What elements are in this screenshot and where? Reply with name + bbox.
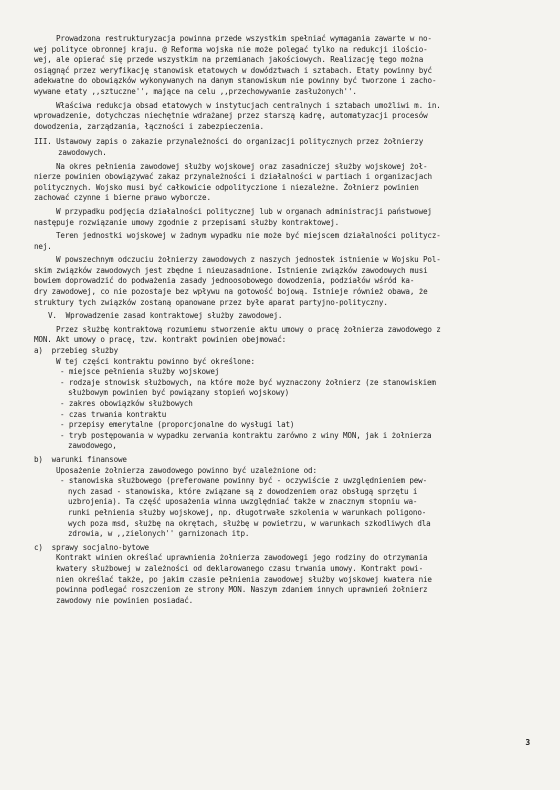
text-line: Przez służbę kontraktową rozumiemu stworzenie aktu umowy o pracę żołnierza zawodowego z <box>56 324 441 334</box>
text-line: - przepisy emerytalne (proporcjonalne do wysługi lat) <box>60 420 295 430</box>
text-line: Uposażenie żołnierza zawodowego powinno być uzależnione od: <box>56 465 317 475</box>
text-line: W tej części kontraktu powinno być określone: <box>56 356 255 366</box>
text-line: c) sprawy socjalno-bytowe <box>34 542 149 552</box>
text-line: runki pełnienia służby wojskowej, np. długotrwałe szkolenia w warunkach poligono- <box>68 507 427 517</box>
text-line: Na okres pełnienia zawodowej służby wojskowej oraz zasadniczej służby wojskowej żoł- <box>56 161 428 171</box>
text-line: Kontrakt winien określać uprawnienia żołnierza zawodowegi jego rodziny do otrzymania <box>56 553 428 563</box>
text-line: dowodzenia, zarządzania, łączności i zabezpieczenia. <box>34 121 264 131</box>
text-line: - miejsce pełnienia służby wojskowej <box>60 367 220 377</box>
text-line: uzbrojenia). Ta część uposażenia winna uwzględniać także w znacznym stopniu wa- <box>68 497 418 507</box>
document-body <box>34 34 530 606</box>
text-line: wej polityce obronnej kraju. @ Reforma wojska nie może polegać tylko na redukcji ilościo- <box>34 44 428 54</box>
text-line: następuje rozwiązanie umowy zgodnie z przepisami służby kontraktowej. <box>34 217 340 227</box>
text-line: W powszechnym odczuciu żołnierzy zawodowych z naszych jednostek istnienie w Wojsku Pol- <box>56 255 441 265</box>
text-line: - rodzaje stnowisk służbowych, na które może być wyznaczony żołnierz (ze stanowiskiem <box>60 377 436 387</box>
text-line: wywane etaty ,,sztuczne'', mające na celu ,,przechowywanie zasłużonych''. <box>34 86 357 96</box>
text-line: skim związków zawodowych jest zbędne i nieuzasadnione. Istnienie związków zawodowych musi <box>34 265 428 275</box>
text-line: wych poza msd, służbę na okrętach, służbę w powietrzu, w warunkach szkodliwych dla <box>68 518 431 528</box>
text-line: zawodowy nie powinien posiadać. <box>56 595 194 605</box>
text-line: wej, ale opierać się przede wszystkim na przemianach jakościowych. Realizację tego można <box>34 55 424 65</box>
text-line: Teren jednostki wojskowej w żadnym wypadku nie może być miejscem działalności politycz- <box>56 231 441 241</box>
text-line: - zakres obowiązków służbowych <box>60 399 193 408</box>
text-line: nych zasad - stanowiska, które związane są z dowodzeniem oraz obsługą sprzętu i <box>68 486 418 496</box>
text-line: powinna podlegać roszczeniom ze strony MON. Naszym zdaniem innych uprawnień żołnierz <box>56 585 428 595</box>
text-line: służbowym powinien być powiązany stopień wojskowy) <box>68 388 290 398</box>
text-line: V. Wprowadzenie zasad kontraktowej służby zawodowej. <box>48 311 283 321</box>
text-line: zachować czynne i bierne prawo wyborcze. <box>34 193 211 203</box>
text-line: III. Ustawowy zapis o zakazie przynależności do organizacji politycznych przez żołnierzy <box>34 137 424 147</box>
text-line: zdrowia, w ,,zielonych'' garnizonach itp. <box>68 529 250 539</box>
text-line: nien określać także, po jakim czasie pełnienia zawodowej służby wojskowej kwatera nie <box>56 574 432 584</box>
text-line: Prowadzona restrukturyzacja powinna przede wszystkim spełniać wymagania zawarte w no- <box>56 34 432 43</box>
text-line: osiągnąć przez weryfikację stanowisk etatowych w dowództwach i sztabach. Etaty powinny być <box>34 65 432 75</box>
text-line: - tryb postępowania w wypadku zerwania kontraktu zarówno z winy MON, jak i żołnierza <box>60 430 432 440</box>
text-line: politycznych. Wojsko musi być całkowicie odpolityczione i niezależne. Żołnierz powinien <box>34 182 419 192</box>
text-line: b) warunki finansowe <box>34 454 127 464</box>
text-line: - stanowiska służbowego (preferowane powinny być - oczywiście z uwzględnieniem pew- <box>60 476 428 486</box>
page-number: 3 <box>525 738 530 747</box>
text-line: W przypadku podjęcia działalności politycznej lub w organach administracji państwowej <box>56 206 432 216</box>
text-line: struktury tych związków zostaną opanowane przez byłe aparat partyjno-polityczny. <box>34 297 388 307</box>
text-line: wprowadzenie, dotychczas niechętnie wdrażanej przez starszą kadrę, automatyzacji procesów <box>34 111 428 121</box>
text-line: zawodowego, <box>68 441 117 451</box>
text-line: Właściwa redukcja obsad etatowych w instytucjach centralnych i sztabach umożliwi m. in. <box>56 100 441 110</box>
text-line: kwatery służbowej w zależności od deklarowanego czasu trwania umowy. Kontrakt powi- <box>56 563 424 573</box>
text-line: nej. <box>34 241 52 251</box>
text-line: MON. Akt umowy o pracę, tzw. kontrakt powinien obejmować: <box>34 335 287 345</box>
text-line: adekwatne do obowiązków wykonywanych na danym stanowiskum nie powinny być tworzone i zacho- <box>34 76 437 86</box>
text-line: - czas trwania kontraktu <box>60 409 167 419</box>
text-line: zawodowych. <box>58 147 107 157</box>
text-line: a) przebieg służby <box>34 346 119 356</box>
text-line: nierze powinien obowiązywać zakaz przynależności i działalności w partiach i organizacjach <box>34 172 432 182</box>
text-line: bowiem doprowadzić do podważenia zasady jednoosobowego dowodzenia, podziałów wśród ka- <box>34 276 415 286</box>
text-line: dry zawodowej, co nie pozostaje bez wpływu na gotowość bojową. Istnieje również obawa, że <box>34 287 428 297</box>
